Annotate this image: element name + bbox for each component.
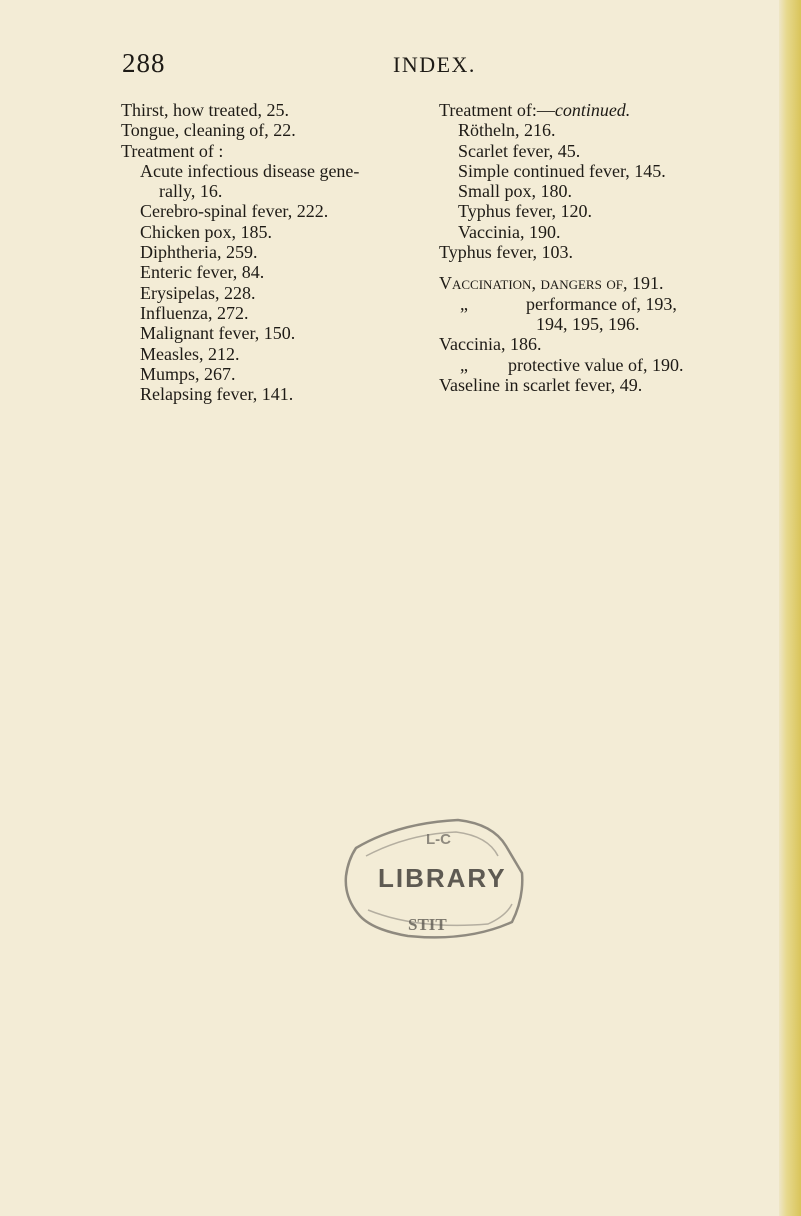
index-subentry: Diphtheria, 259. — [140, 242, 258, 263]
index-subentry: Measles, 212. — [140, 343, 240, 364]
index-subentry: Relapsing fever, 141. — [140, 384, 294, 405]
index-subentry-text: protective value of, 190. — [508, 354, 684, 375]
index-entry-text: Treatment of:— — [439, 100, 555, 120]
stamp-bottom-text: STIT — [408, 915, 447, 934]
index-entry: Vaccination, dangers of, 191. — [439, 273, 664, 294]
index-entry: Vaseline in scarlet fever, 49. — [439, 374, 643, 395]
index-subentry — [439, 294, 739, 314]
ditto-mark: „ — [460, 354, 468, 375]
page-number: 288 — [122, 48, 166, 78]
ditto-mark: „ — [460, 293, 468, 314]
index-subentry: Small pox, 180. — [458, 181, 573, 202]
index-subentry: Mumps, 267. — [140, 363, 236, 384]
library-stamp — [338, 818, 538, 940]
index-subentry-continued: rally, 16. — [159, 181, 223, 202]
index-subentry: Cerebro-spinal fever, 222. — [140, 201, 329, 222]
index-subentry: Malignant fever, 150. — [140, 323, 296, 344]
index-subentry-text: performance of, 193, — [526, 293, 677, 314]
index-subentry: Erysipelas, 228. — [140, 282, 256, 303]
index-subentry: Enteric fever, 84. — [140, 262, 265, 283]
index-subentry: Vaccinia, 190. — [458, 221, 561, 242]
page-edge — [779, 0, 801, 1216]
index-subentry: Rötheln, 216. — [458, 120, 556, 141]
page-header — [0, 48, 801, 88]
index-entry-heading — [439, 100, 739, 120]
stamp-top-text: L-C — [426, 831, 451, 848]
index-subentry: Influenza, 272. — [140, 302, 249, 323]
continued-label: continued. — [554, 100, 631, 120]
index-subentry: Chicken pox, 185. — [140, 221, 272, 242]
index-entry: Typhus fever, 103. — [439, 242, 573, 263]
running-title: INDEX. — [393, 52, 476, 77]
index-entry: Tongue, cleaning of, 22. — [121, 120, 296, 141]
index-subentry — [439, 355, 739, 375]
index-subentry: Typhus fever, 120. — [458, 201, 592, 222]
stamp-label: LIBRARY — [378, 863, 507, 893]
index-subentry: Scarlet fever, 45. — [458, 140, 581, 161]
index-entry: Thirst, how treated, 25. — [121, 100, 289, 120]
index-entry: Treatment of : — [121, 140, 224, 161]
index-column-left — [121, 100, 401, 404]
index-subentry-continued: 194, 195, 196. — [536, 313, 640, 334]
index-subentry: Acute infectious disease gene- — [140, 160, 360, 181]
index-subentry: Simple continued fever, 145. — [458, 160, 666, 181]
index-entry: Vaccinia, 186. — [439, 334, 542, 355]
index-column-right — [439, 100, 739, 395]
